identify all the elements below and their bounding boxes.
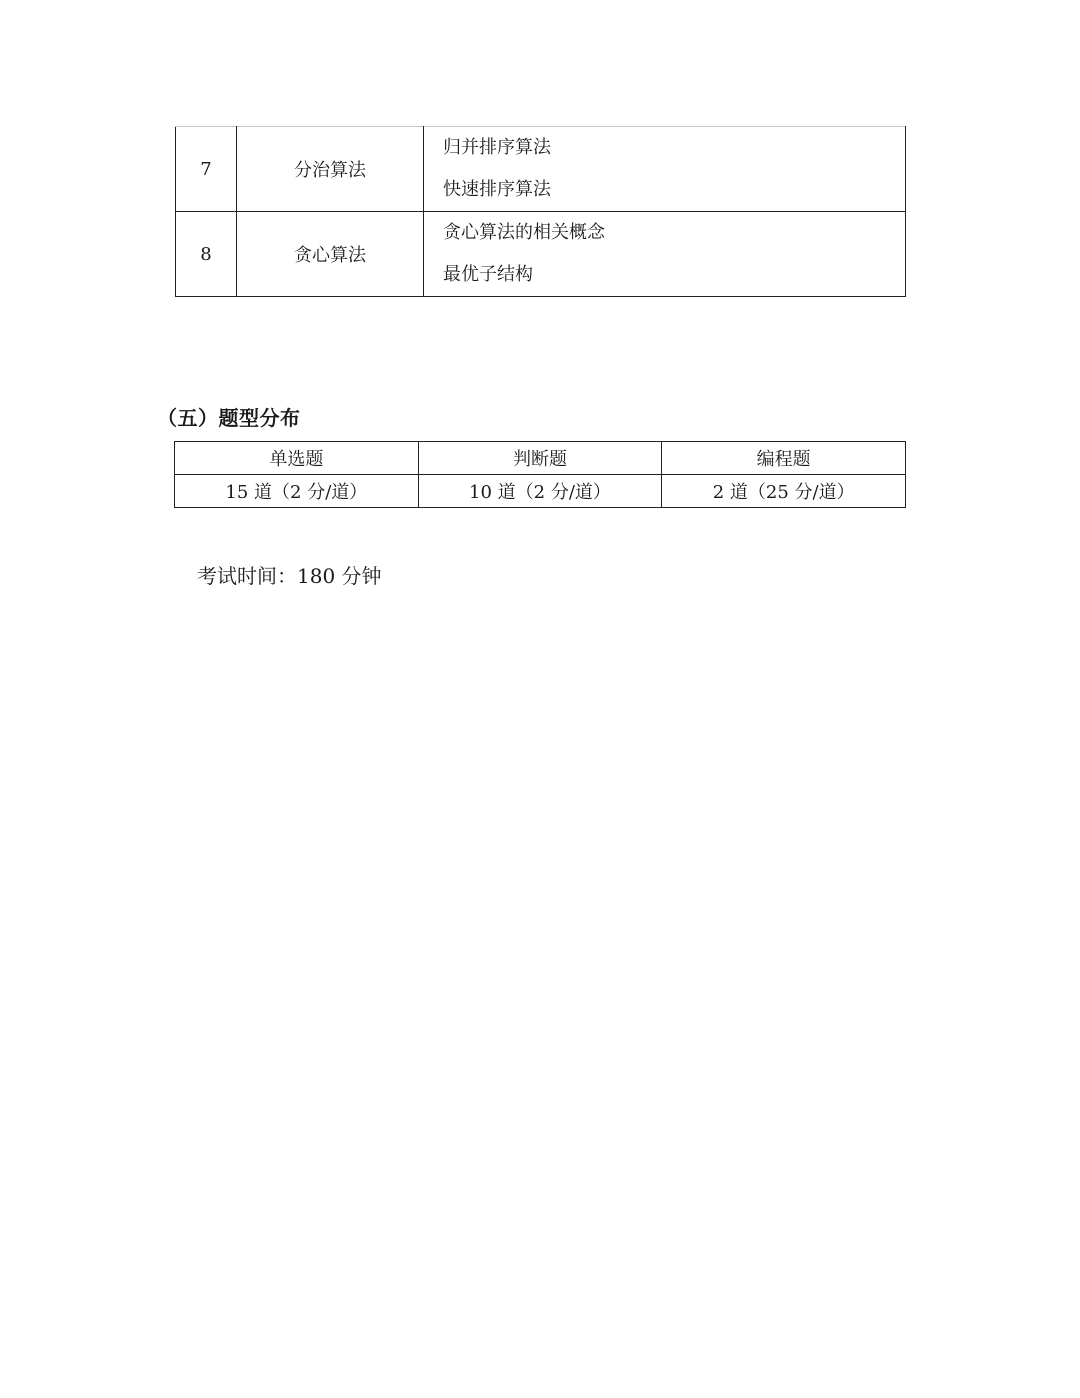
syllabus-table — [175, 126, 906, 297]
table-header-row — [175, 442, 906, 475]
header-cell-programming: 编程题 — [662, 442, 906, 475]
section-heading: （五）题型分布 — [157, 406, 301, 430]
row-number: 7 — [176, 127, 237, 212]
table-row — [176, 127, 906, 212]
value-cell-true-false: 10 道（2 分/道） — [418, 475, 662, 508]
algorithm-name: 分治算法 — [237, 127, 424, 212]
value-cell-single-choice: 15 道（2 分/道） — [175, 475, 419, 508]
exam-time: 考试时间：180 分钟 — [197, 564, 382, 588]
table-row — [176, 212, 906, 297]
topic-item: 归并排序算法 — [443, 137, 551, 158]
value-cell-programming: 2 道（25 分/道） — [662, 475, 906, 508]
table-row — [175, 475, 906, 508]
topic-item: 最优子结构 — [443, 264, 533, 285]
header-cell-true-false: 判断题 — [418, 442, 662, 475]
topic-list — [424, 212, 906, 297]
topic-list — [424, 127, 906, 212]
header-cell-single-choice: 单选题 — [175, 442, 419, 475]
question-type-table — [174, 441, 906, 508]
row-number: 8 — [176, 212, 237, 297]
algorithm-name: 贪心算法 — [237, 212, 424, 297]
topic-item: 贪心算法的相关概念 — [443, 222, 605, 243]
topic-item: 快速排序算法 — [443, 179, 551, 200]
